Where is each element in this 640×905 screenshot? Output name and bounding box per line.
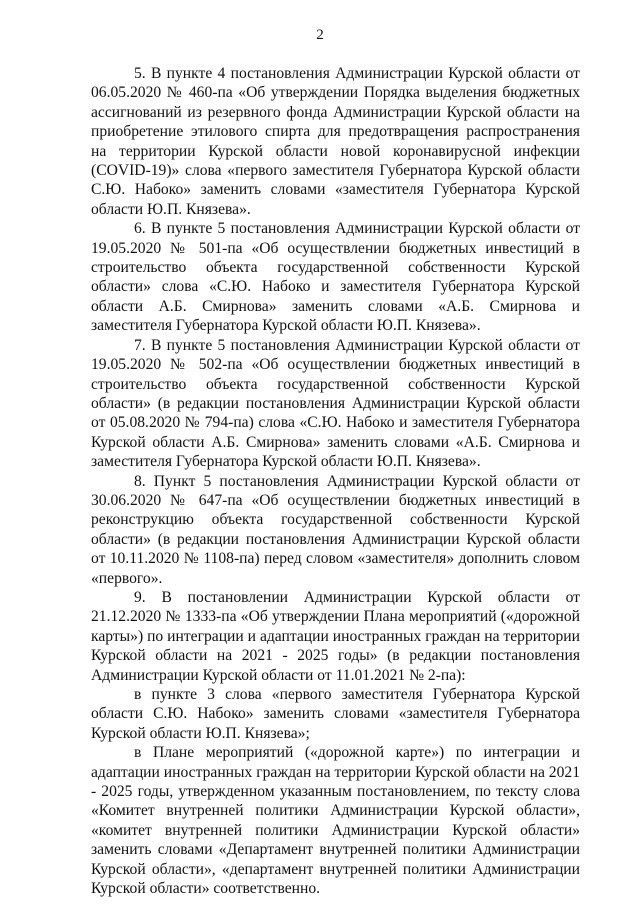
page-number: 2 <box>316 27 324 43</box>
paragraph-subitem-plan: в Плане мероприятий («дорожной карте») по интеграции и адаптации иностранных граждан на территории Курской области на 2021 - 2025 годы, утвержденном указанным постановлением, по тексту слова «Комитет внутренней политики Администрации Курской области», «комитет внутренней политики Администрации Курской области» заменить словами «Департамент внутренней политики Администрации Курской области», «департамент внутренней политики Администрации Курской области» соответственно. <box>91 744 580 898</box>
paragraph-item-8: 8. Пункт 5 постановления Администрации Курской области от 30.06.2020 № 647-па «Об осуществлении бюджетных инвестиций в реконструкцию объекта государственной собственности Курской области» (в редакции постановления Администрации Курской области от 10.11.2020 № 1108-па) перед словом «заместителя» дополнить словом «первого». <box>91 472 580 587</box>
paragraph-item-6: 6. В пункте 5 постановления Администрации Курской области от 19.05.2020 № 501-па «Об осуществлении бюджетных инвестиций в строительство объекта государственной собственности Курской области» слова «С.Ю. Набоко и заместителя Губернатора Курской области А.Б. Смирнова» заменить словами «А.Б. Смирнова и заместителя Губернатора Курской области Ю.П. Князева». <box>91 220 580 335</box>
paragraph-item-5: 5. В пункте 4 постановления Администрации Курской области от 06.05.2020 № 460-па «Об утверждении Порядка выделения бюджетных ассигнований из резервного фонда Администрации Курской области на приобретение этилового спирта для предотвращения распространения на территории Курской области новой коронавирусной инфекции (COVID-19)» слова «первого заместителя Губернатора Курской области С.Ю. Набоко» заменить словами «заместителя Губернатора Курской области Ю.П. Князева». <box>91 65 580 218</box>
paragraph-item-7: 7. В пункте 5 постановления Администрации Курской области от 19.05.2020 № 502-па «Об осуществлении бюджетных инвестиций в строительство объекта государственной собственности Курской области» (в редакции постановления Администрации Курской области от 05.08.2020 № 794-па) слова «С.Ю. Набоко и заместителя Губернатора Курской области А.Б. Смирнова» заменить словами «А.Б. Смирнова и заместителя Губернатора Курской области Ю.П. Князева». <box>91 336 580 471</box>
document-body <box>91 64 580 898</box>
paragraph-item-9: 9. В постановлении Администрации Курской области от 21.12.2020 № 1333-па «Об утверждении Плана мероприятий («дорожной карты») по интеграции и адаптации иностранных граждан на территории Курской области на 2021 - 2025 годы» (в редакции постановления Администрации Курской области от 11.01.2021 № 2-па): <box>91 588 580 684</box>
paragraph-subitem-point-3: в пункте 3 слова «первого заместителя Губернатора Курской области С.Ю. Набоко» заменить словами «заместителя Губернатора Курской области Ю.П. Князева»; <box>91 686 580 742</box>
